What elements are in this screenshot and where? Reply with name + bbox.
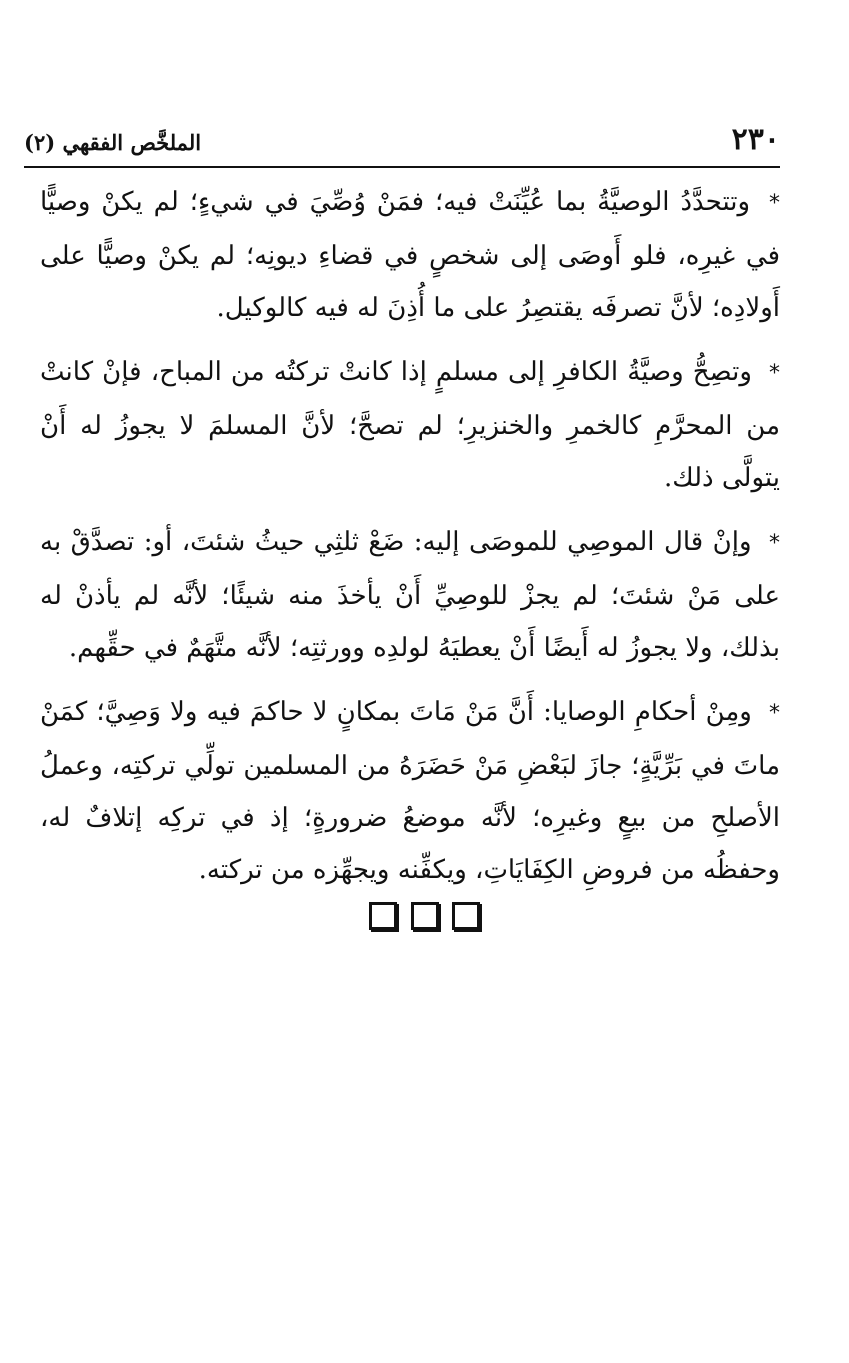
header-divider: [24, 166, 780, 168]
paragraph-third-distribution: [40, 516, 780, 674]
asterisk-icon: *: [769, 191, 781, 216]
paragraph-death-without-executor: [40, 686, 780, 896]
square-icon: [411, 902, 439, 930]
paragraph-text: وإنْ قال الموصِي للموصَى إليه: ضَعْ ثلثِي حيثُ شئتَ، أو: تصدَّقْ به على مَنْ شئتَ؛ لم يجزْ للوصِيِّ أَنْ يأخذَ منه شيئًا؛ لأنَّه لم يأذنْ له بذلك، ولا يجوزُ له أَيضًا أَنْ يعطيَهُ لولدِه وورثتِه؛ لأنَّه متَّهَمٌ في حقِّهم.: [40, 527, 780, 663]
main-text: [40, 176, 780, 908]
square-icon: [369, 902, 397, 930]
asterisk-icon: *: [769, 701, 781, 726]
square-icon: [452, 902, 480, 930]
page-number: ٢٣٠: [731, 122, 780, 157]
paragraph-designation-of-executor: [40, 176, 780, 334]
paragraph-non-muslim-bequest: [40, 346, 780, 504]
asterisk-icon: *: [769, 531, 780, 556]
paragraph-text: وتصِحُّ وصيَّةُ الكافرِ إلى مسلمٍ إذا كانتْ تركتُه من المباح، فإنْ كانتْ من المحرَّمِ كالخمرِ والخنزيرِ؛ لم تصحَّ؛ لأنَّ المسلمَ لا يجوزُ له أَنْ يتولَّى ذلك.: [40, 357, 780, 493]
paragraph-text: ومِنْ أحكامِ الوصايا: أَنَّ مَنْ مَاتَ بمكانٍ لا حاكمَ فيه ولا وَصِيَّ؛ كمَنْ ماتَ في بَرِّيَّةٍ؛ جازَ لبَعْضِ مَنْ حَضَرَهُ من المسلمين تولِّي تركتِه، وعملُ الأصلحِ من بيعٍ وغيرِه؛ لأنَّه موضعُ ضرورةٍ؛ إذ في تركِه إتلافٌ له، وحفظُه من فروضِ الكِفَايَاتِ، ويكفِّنه ويجهِّزه من تركته.: [40, 697, 780, 885]
running-title: الملخَّص الفقهي (٢): [24, 130, 202, 155]
paragraph-text: وتتحدَّدُ الوصيَّةُ بما عُيِّنَتْ فيه؛ فمَنْ وُصِّيَ في شيءٍ؛ لم يكنْ وصيًّا في غيرِه، فلو أَوصَى إلى شخصٍ في قضاءِ ديونِه؛ لم يكنْ وصيًّا على أَولادِه؛ لأنَّ تصرفَه يقتصِرُ على ما أُذِنَ له فيه كالوكيل.: [40, 187, 780, 323]
section-end-squares-icon: [0, 902, 849, 930]
asterisk-icon: *: [769, 361, 781, 386]
page-header: [24, 120, 780, 164]
